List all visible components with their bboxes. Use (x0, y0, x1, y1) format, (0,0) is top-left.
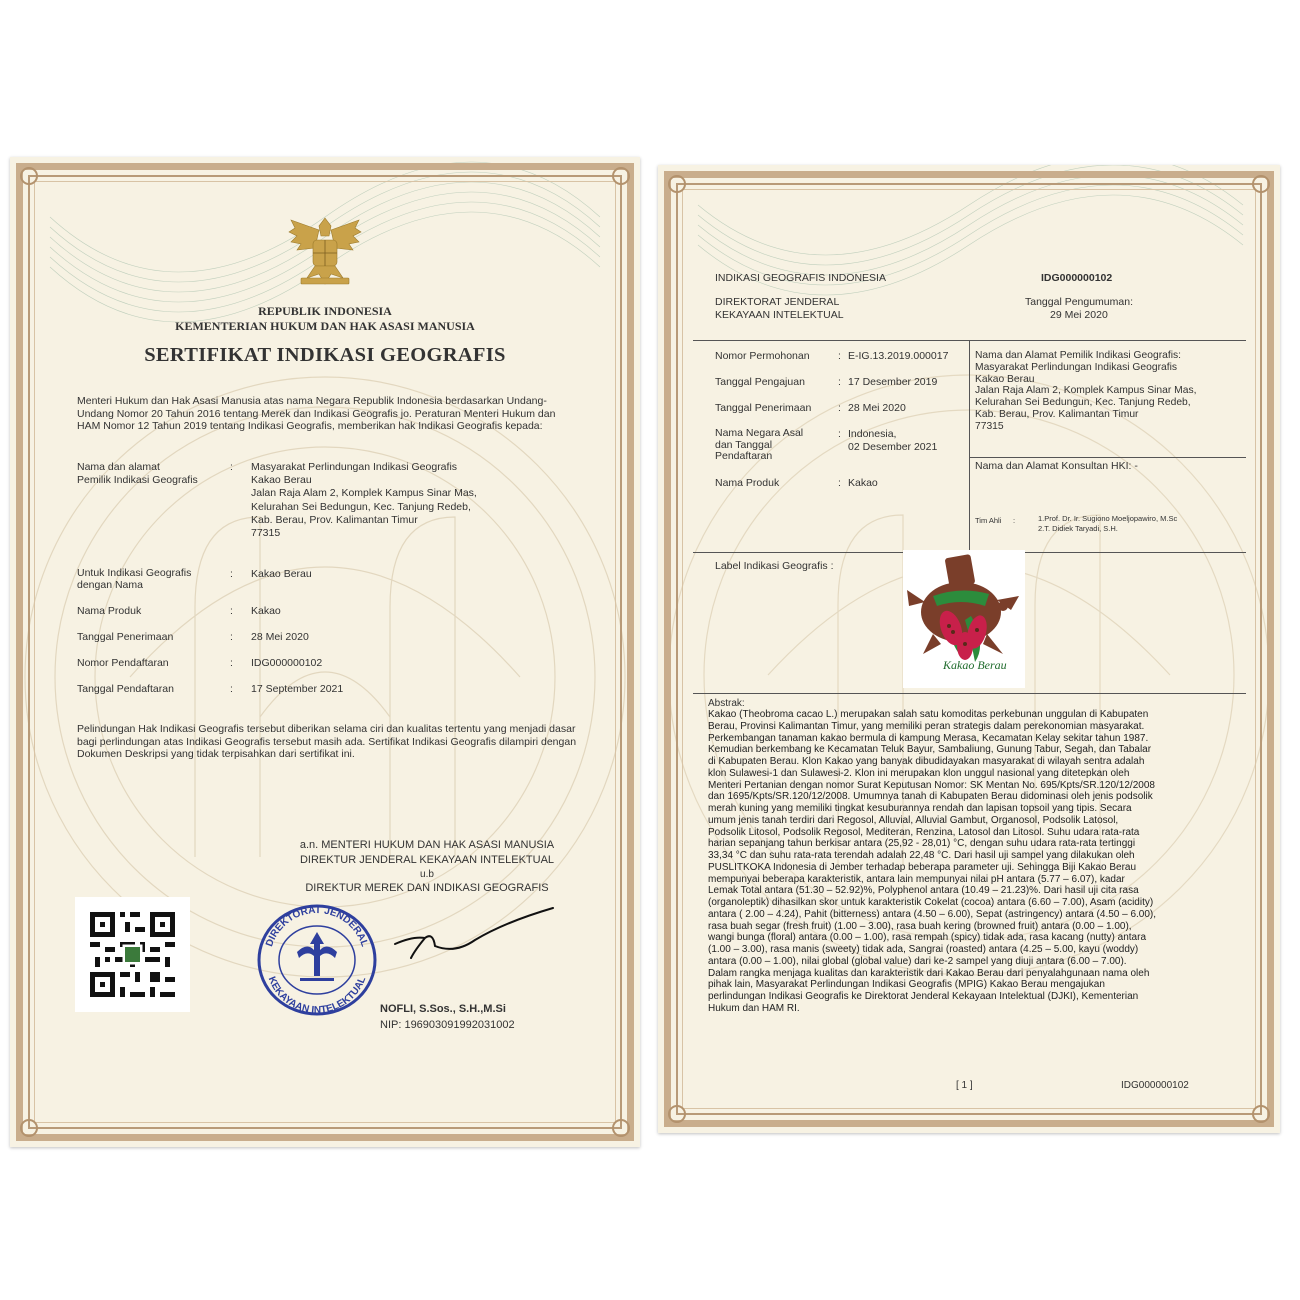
field-regno-value: IDG000000102 (251, 657, 323, 669)
stamp-top-text: DIREKTORAT JENDERAL (264, 904, 370, 949)
right-col-rule (969, 457, 1246, 458)
signature-line-3: u.b (420, 869, 434, 880)
field-regdate-sep: : (230, 683, 233, 695)
corner-ornament (612, 1119, 630, 1137)
table-divider (969, 340, 970, 552)
field-product-value: Kakao (848, 477, 878, 489)
field-country-value: Indonesia, 02 Desember 2021 (848, 428, 938, 453)
corner-ornament (20, 1119, 38, 1137)
qr-code (75, 897, 190, 1012)
field-received-sep: : (230, 631, 233, 643)
label-title: Label Indikasi Geografis : (715, 560, 834, 572)
field-product-value: Kakao (251, 605, 281, 617)
consultant-line: Nama dan Alamat Konsultan HKI: - (975, 460, 1138, 472)
owner-block: Nama dan Alamat Pemilik Indikasi Geografis: Masyarakat Perlindungan Indikasi Geografis Kakao Berau Jalan Raja Alam 2, Komplek Kampus Sinar Mas, Kelurahan Sei Bedungun, Kec. Tanjung Redeb, Kab. Berau, Prov. Kalimantan Timur 77315 (975, 350, 1197, 432)
field-product-label: Nama Produk (715, 477, 780, 489)
certificate-title: SERTIFIKAT INDIKASI GEOGRAFIS (144, 344, 506, 366)
field-ig-name-sep: : (230, 568, 233, 580)
corner-ornament (668, 175, 686, 193)
kakao-berau-logo (903, 550, 1025, 688)
certificate-left (10, 157, 640, 1147)
handwritten-signature (385, 902, 565, 972)
signature-line-4: DIREKTUR MEREK DAN INDIKASI GEOGRAFIS (305, 882, 549, 894)
field-appno-sep: : (838, 350, 841, 362)
abstract-title: Abstrak: (708, 698, 745, 709)
signatory-nip: NIP: 196903091992031002 (380, 1019, 515, 1031)
field-filed-value: 17 Desember 2019 (848, 376, 938, 388)
logo-text: Kakao Berau (943, 658, 1007, 672)
field-country-label: Nama Negara Asal dan Tanggal Pendaftaran (715, 427, 804, 462)
corner-ornament (612, 167, 630, 185)
field-filed-label: Tanggal Pengajuan (715, 376, 805, 388)
header-registration-no: IDG000000102 (1041, 272, 1113, 284)
experts-list: 1.Prof. Dr. Ir. Sugiono Moeljopawiro, M.Sc 2.T. Didiek Taryadi, S.H. (1038, 514, 1178, 533)
ministry-heading: KEMENTERIAN HUKUM DAN HAK ASASI MANUSIA (175, 319, 475, 333)
experts-sep: : (1013, 516, 1016, 525)
announce-date: 29 Mei 2020 (1050, 309, 1108, 321)
signature-line-2: DIREKTUR JENDERAL KEKAYAAN INTELEKTUAL (299, 854, 555, 866)
corner-ornament (1252, 1105, 1270, 1123)
ig-indonesia-title: INDIKASI GEOGRAFIS INDONESIA (715, 272, 886, 284)
official-stamp (252, 902, 382, 1017)
field-accepted-value: 28 Mei 2020 (848, 402, 906, 414)
abstract-top-rule (693, 693, 1246, 694)
field-appno-label: Nomor Permohonan (715, 350, 810, 362)
signatory-name: NOFLI, S.Sos., S.H.,M.Si (380, 1003, 506, 1015)
field-accepted-label: Tanggal Penerimaan (715, 402, 812, 414)
experts-label: Tim Ahli (975, 516, 1002, 525)
garuda-emblem-icon (285, 212, 365, 290)
directorate-name: DIREKTORAT JENDERAL KEKAYAAN INTELEKTUAL (715, 296, 844, 321)
field-filed-sep: : (838, 376, 841, 388)
field-received-label: Tanggal Penerimaan (77, 631, 174, 643)
corner-ornament (668, 1105, 686, 1123)
field-product-sep: : (230, 605, 233, 617)
corner-ornament (1252, 175, 1270, 193)
qr-code-icon (75, 897, 190, 1012)
field-owner-label: Nama dan alamat Pemilik Indikasi Geografis (77, 461, 198, 486)
field-regno-label: Nomor Pendaftaran (77, 657, 169, 669)
field-ig-name-value: Kakao Berau (251, 568, 312, 580)
field-owner-sep: : (230, 461, 233, 473)
protection-paragraph: Pelindungan Hak Indikasi Geografis tersebut diberikan selama ciri dan kualitas tertentu yang menjadi dasar bagi perlindungan atas Indikasi Geografis tersebut masih ada. Sertifikat Indikasi Geografis dilampiri dengan Dokumen Deskripsi yang tidak terpisahkan dari sertifikat ini. (77, 723, 577, 761)
republic-heading: REPUBLIK INDONESIA (258, 304, 392, 318)
field-regno-sep: : (230, 657, 233, 669)
certificate-right (658, 165, 1280, 1133)
intro-paragraph: Menteri Hukum dan Hak Asasi Manusia atas nama Negara Republik Indonesia berdasarkan Undang-Undang Nomor 20 Tahun 2016 tentang Merek dan Indikasi Geografis jo. Peraturan Menteri Hukum dan HAM Nomor 12 Tahun 2019 tentang Indikasi Geografis, memberikan hak Indikasi Geografis kepada: (77, 395, 556, 433)
field-regdate-label: Tanggal Pendaftaran (77, 683, 174, 695)
footer-code: IDG000000102 (1121, 1080, 1189, 1091)
field-appno-value: E-IG.13.2019.000017 (848, 350, 949, 362)
field-product-sep: : (838, 477, 841, 489)
field-received-value: 28 Mei 2020 (251, 631, 309, 643)
page-number: [ 1 ] (956, 1080, 973, 1091)
field-product-label: Nama Produk (77, 605, 142, 617)
abstract-body: Kakao (Theobroma cacao L.) merupakan salah satu komoditas perkebunan unggulan di Kabupaten Berau, Provinsi Kalimantan Timur, yang memiliki peran strategis dalam perekonomian masyarakat. Perkembangan tanaman kakao bermula di kampung Merasa, Kecamatan Kelay sekitar tahun 1987. Kemudian berkembang ke Kecamatan Teluk Bayur, Sambaliung, Gunung Tabur, Segah, dan Tabalar di Kabupaten Berau. Klon Kakao yang banyak dibudidayakan masyarakat di wilayah sentra adalah klon Sulawesi-1 dan Sulawesi-2. Klon ini merupakan klon unggul nasional yang ditetepkan oleh Menteri Pertanian dengan nomor Surat Keputusan Nomor: SK Mentan No. 695/Kpts/SR.120/12/2008 dan 1695/Kpts/SR.120/12/2008. Umumnya tanah di Kabupaten Berau didominasi oleh jenis podsolik merah kuning yang memiliki tingkat kesuburannya rendah dan lapisan topsoil yang tipis. Secara umum jenis tanah terdiri dari Regosol, Alluvial, Alluvial Gambut, Organosol, Podsolik Latosol, Podsolik Litosol, Podsolik Regosol, Mediteran, Renzina, Latosol dan Litosol. Suhu udara rata-rata harian sepanjang tahun berkisar antara (25,92 - 28,01) °C, dengan suhu udara rata-rata tertinggi 33,34 °C dan suhu rata-rata terendah adalah 22,48 °C. Dari hasil uji sampel yang dilakukan oleh PUSLITKOKA Indonesia di Jember terhadap beberapa parameter uji. Sehingga Biji Kakao Berau mempunyai beberapa karakteristik, antara lain mempunyai nilai pH antara (5.77 – 6.07), kadar Lemak Total antara (51.30 – 52.92)%, Polyphenol antara (10.49 – 21.23)%. Dari hasil uji cita rasa (organoleptik) dihasilkan skor untuk karakteristik Cokelat (cocoa) antara (6.60 – 7.00), Asam (acidity) antara ( 2.00 – 4.24), Pahit (bitterness) antara (4.50 – 6.00), Sepat (astringency) antara (4.50 – 6.00), rasa buah segar (fresh fruit) (1.00 – 3.00), rasa buah kering (browned fruit) antara (0.00 – 1.00), wangi bunga (floral) antara (0.00 – 1.00), rasa rempah (spicy) tidak ada, rasa kacang (nutty) antara (1.00 – 3.00), rasa manis (sweety) tidak ada, Sangrai (roasted) antara (4.25 – 5.00, kayu (woddy) antara (0.00 – 1.00), nilai global (global value) dari ke-2 sampel yang diuji antara (6.00 – 7.00). Dalam rangka menjaga kualitas dan karakteristik dari Kakao Berau dari penyalahgunaan nama oleh pihak lain, Masyarakat Perlindungan Indikasi Geografis (MPIG) Kakao Berau mengajukan perlindungan Indikasi Geografis ke Direktorat Jenderal Kekayaan Intelektual (DJKI), Kementerian Hukum dan HAM RI. (708, 709, 1157, 1014)
corner-ornament (20, 167, 38, 185)
signature-line-1: a.n. MENTERI HUKUM DAN HAK ASASI MANUSIA (299, 839, 555, 851)
announce-label: Tanggal Pengumuman: (1025, 296, 1133, 308)
field-accepted-sep: : (838, 402, 841, 414)
field-country-sep: : (838, 428, 841, 440)
field-owner-value: Masyarakat Perlindungan Indikasi Geografis Kakao Berau Jalan Raja Alam 2, Komplek Kampus Sinar Mas, Kelurahan Sei Bedungun, Kec. Tanjung Redeb, Kab. Berau, Prov. Kalimantan Timur 77315 (251, 461, 477, 540)
field-ig-name-label: Untuk Indikasi Geografis dengan Nama (77, 567, 192, 591)
stamp-bottom-text: KEKAYAAN INTELEKTUAL (265, 975, 369, 1017)
svg-text:KEKAYAAN INTELEKTUAL (266, 975, 369, 1016)
field-regdate-value: 17 September 2021 (251, 683, 344, 695)
